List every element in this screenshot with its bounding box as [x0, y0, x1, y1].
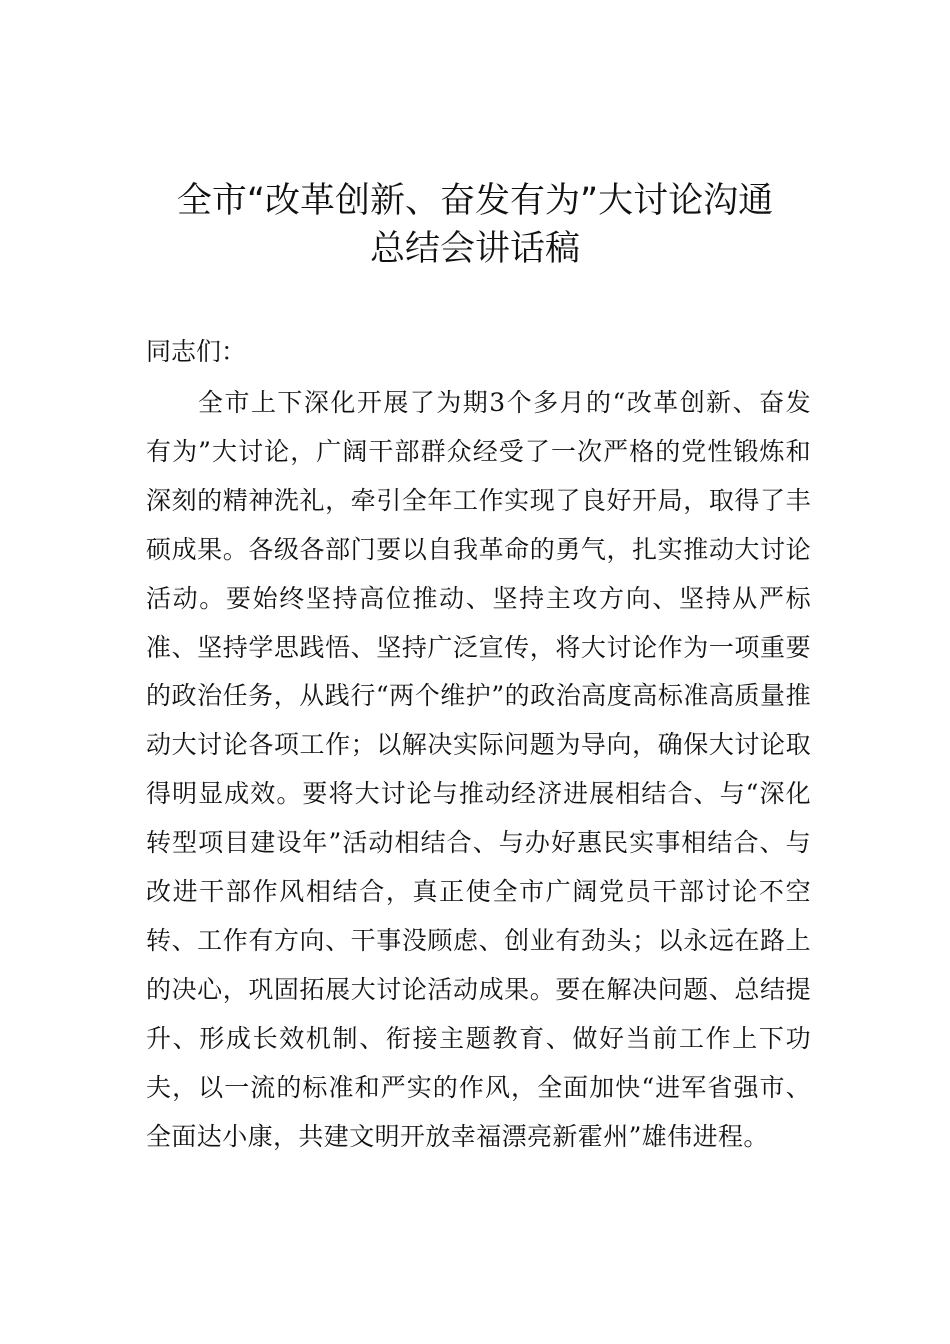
document-title-line-1: 全市“改革创新、奋发有为”大讨论沟通 — [176, 181, 774, 221]
salutation: 同志们： — [146, 337, 247, 366]
document-title-line-2: 总结会讲话稿 — [369, 229, 580, 269]
body-paragraph: 全市上下深化开展了为期3个多月的“改革创新、奋发有为”大讨论，广阔干部群众经受了一次严格的党性锻炼和深刻的精神洗礼，牵引全年工作实现了良好开局，取得了丰硕成果。各级各部门要以自我革命的勇气，扎实推动大讨论活动。要始终坚持高位推动、坚持主攻方向、坚持从严标准、坚持学思践悟、坚持广泛宣传，将大讨论作为一项重要的政治任务，从践行“两个维护”的政治高度高标准高质量推动大讨论各项工作；以解决实际问题为导向，确保大讨论取得明显成效。要将大讨论与推动经济进展相结合、与“深化转型项目建设年”活动相结合、与办好惠民实事相结合、与改进干部作风相结合，真正使全市广阔党员干部讨论不空转、工作有方向、干事没顾虑、创业有劲头；以永远在路上的决心，巩固拓展大讨论活动成果。要在解决问题、总结提升、形成长效机制、衔接主题教育、做好当前工作上下功夫，以一流的标准和严实的作风，全面加快“进军省强市、全面达小康，共建文明开放幸福漂亮新霍州”雄伟进程。 — [146, 388, 811, 1151]
